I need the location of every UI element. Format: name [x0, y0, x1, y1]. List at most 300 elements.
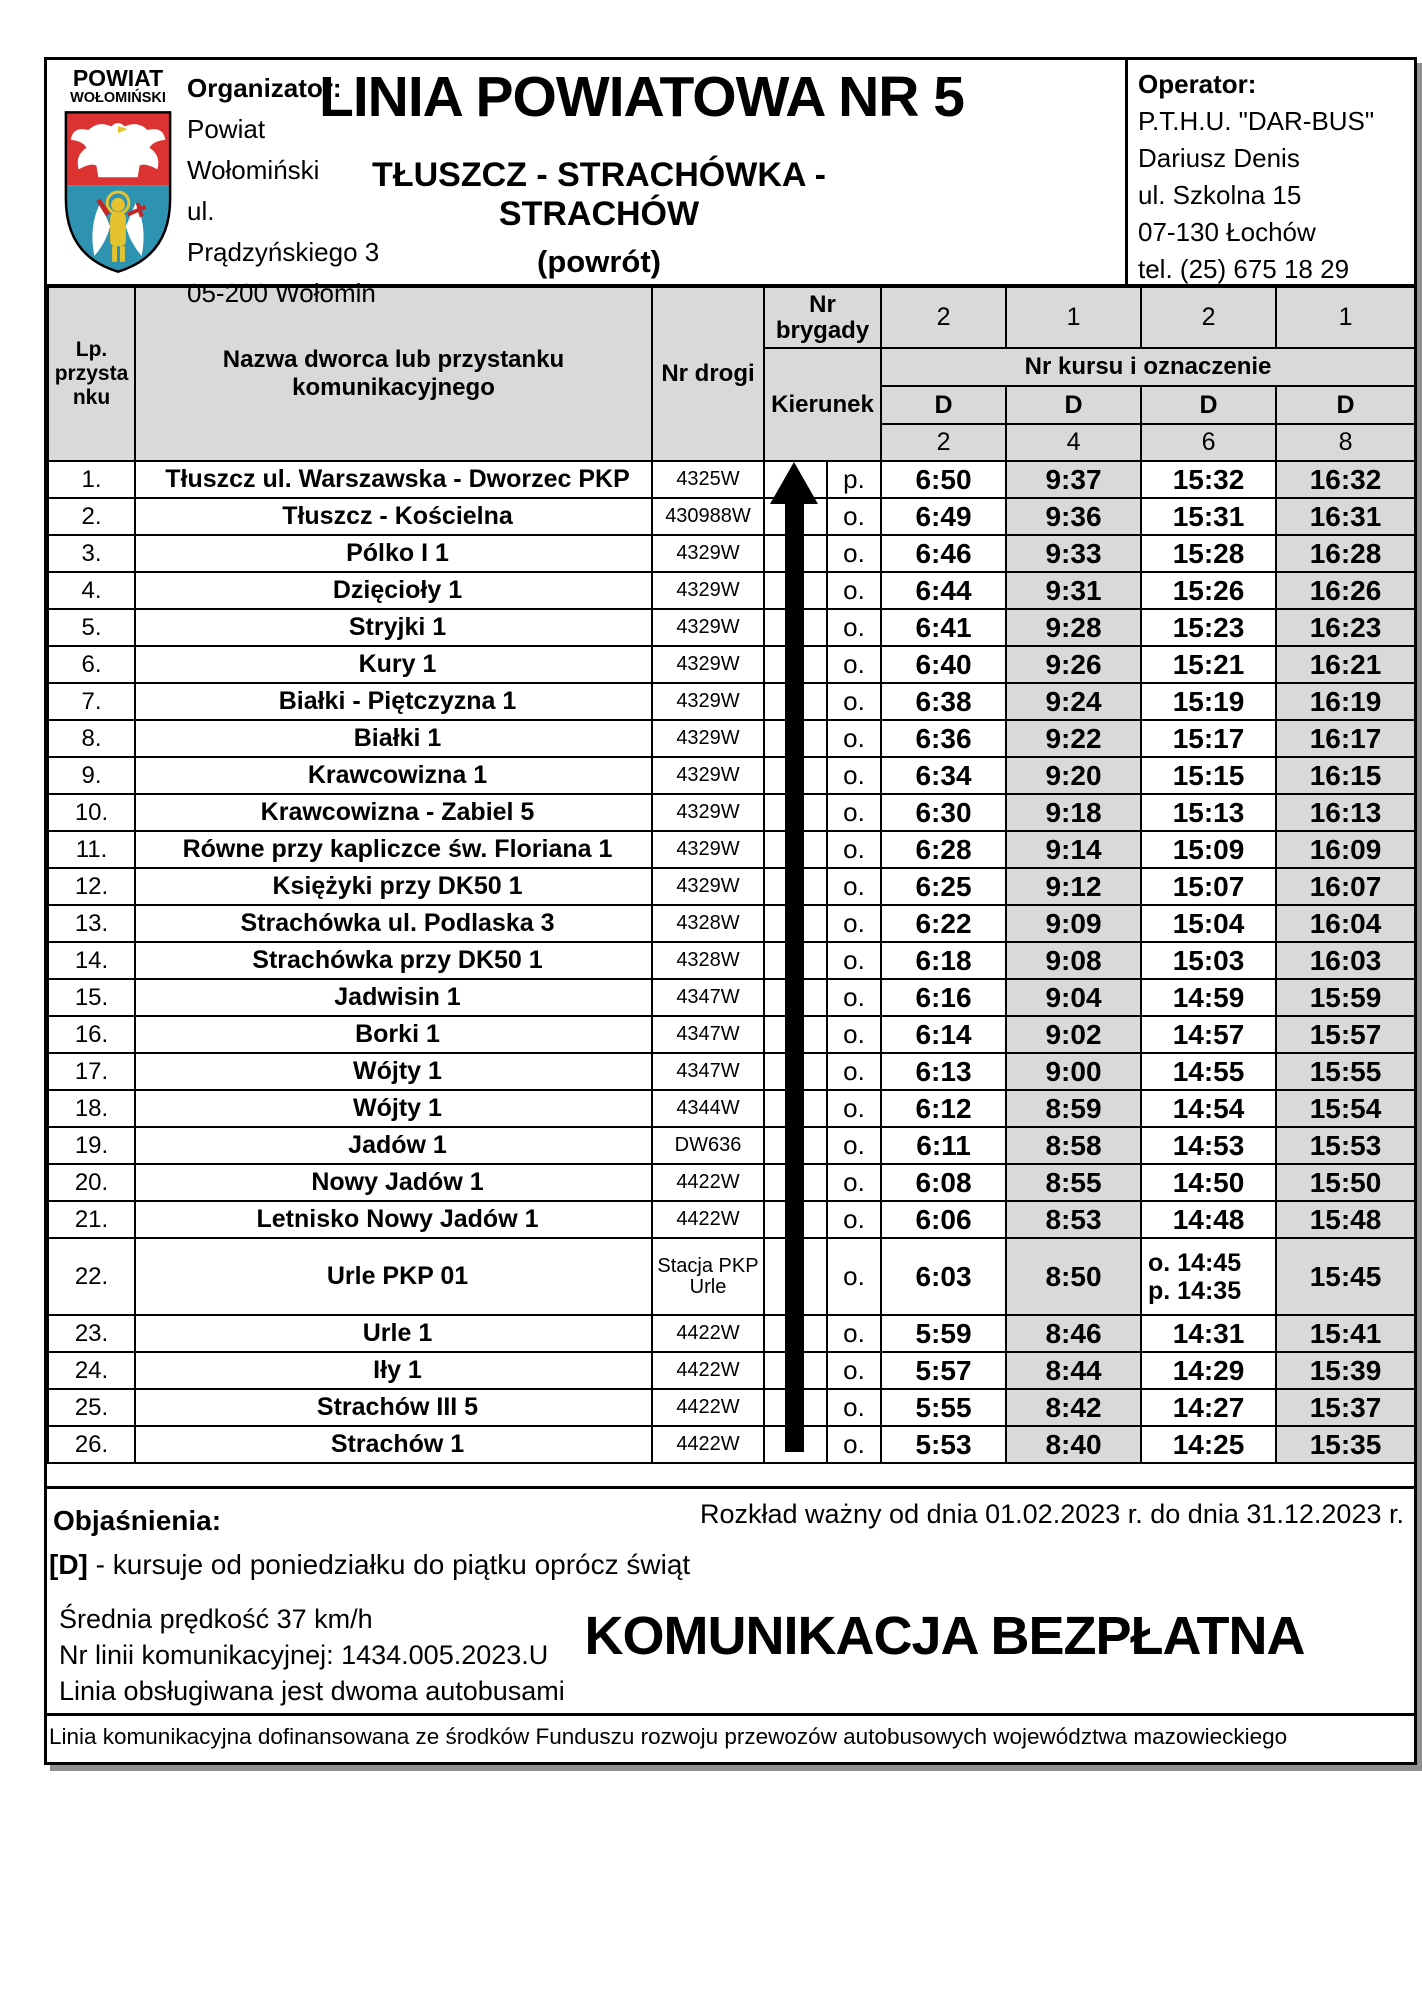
stop-number-cell: 8. — [48, 720, 135, 757]
direction-arrow-cell — [764, 720, 827, 757]
direction-cell: o. — [827, 535, 881, 572]
direction-arrow-cell — [764, 1090, 827, 1127]
time-cell: 15:09 — [1141, 831, 1276, 868]
stop-row — [48, 683, 1415, 720]
stop-name-cell: Tłuszcz ul. Warszawska - Dworzec PKP — [135, 461, 652, 498]
time-cell: 6:38 — [881, 683, 1006, 720]
direction-cell: o. — [827, 831, 881, 868]
direction-arrow-cell — [764, 535, 827, 572]
average-speed: Średnia prędkość 37 km/h — [59, 1604, 373, 1634]
direction-arrow-cell — [764, 572, 827, 609]
stop-name-cell: Jadwisin 1 — [135, 979, 652, 1016]
time-cell: 15:35 — [1276, 1426, 1415, 1463]
course-number: 4 — [1006, 424, 1141, 461]
time-cell: 9:20 — [1006, 757, 1141, 794]
time-cell: 6:36 — [881, 720, 1006, 757]
time-cell: 16:15 — [1276, 757, 1415, 794]
time-cell: 9:09 — [1006, 905, 1141, 942]
time-cell: 6:41 — [881, 609, 1006, 646]
direction-cell: o. — [827, 1389, 881, 1426]
timetable — [47, 286, 1416, 1464]
stop-name-cell: Borki 1 — [135, 1016, 652, 1053]
time-cell: 15:23 — [1141, 609, 1276, 646]
time-cell: 16:04 — [1276, 905, 1415, 942]
free-transport-note: KOMUNIKACJA BEZPŁATNA — [584, 1606, 1305, 1666]
time-cell: 6:06 — [881, 1201, 1006, 1238]
road-number-cell: 4329W — [652, 794, 764, 831]
stop-number-cell: 15. — [48, 979, 135, 1016]
stop-name-cell: Równe przy kapliczce św. Floriana 1 — [135, 831, 652, 868]
time-cell: 16:19 — [1276, 683, 1415, 720]
time-cell: 15:48 — [1276, 1201, 1415, 1238]
stop-row — [48, 609, 1415, 646]
time-cell: 6:18 — [881, 942, 1006, 979]
direction-cell: o. — [827, 646, 881, 683]
time-cell: 8:44 — [1006, 1352, 1141, 1389]
direction-cell: o. — [827, 1238, 881, 1315]
time-cell: 15:07 — [1141, 868, 1276, 905]
time-cell: 15:26 — [1141, 572, 1276, 609]
stop-row — [48, 1127, 1415, 1164]
time-cell: 9:14 — [1006, 831, 1141, 868]
direction-arrow-cell — [764, 1426, 827, 1463]
organizer-name: Powiat Wołomiński — [187, 114, 320, 185]
direction-arrow-cell — [764, 1053, 827, 1090]
stop-row — [48, 868, 1415, 905]
direction-cell: o. — [827, 942, 881, 979]
designation: D — [1276, 386, 1415, 424]
validity-note: Rozkład ważny od dnia 01.02.2023 r. do dnia 31.12.2023 r. — [699, 1499, 1404, 1529]
time-cell: 14:25 — [1141, 1426, 1276, 1463]
operator-name: P.T.H.U. "DAR-BUS" — [1138, 106, 1375, 136]
direction-arrow-cell — [764, 868, 827, 905]
time-cell: 14:50 — [1141, 1164, 1276, 1201]
brigade-number: 2 — [881, 287, 1006, 348]
coat-of-arms-icon — [59, 108, 177, 276]
spacer-band — [47, 1464, 1414, 1489]
stop-row — [48, 757, 1415, 794]
stop-number-cell: 12. — [48, 868, 135, 905]
d-symbol: [D] — [49, 1549, 88, 1580]
time-cell: 15:32 — [1141, 461, 1276, 498]
time-cell: 16:23 — [1276, 609, 1415, 646]
stop-name-cell: Pólko I 1 — [135, 535, 652, 572]
direction-arrow-cell — [764, 979, 827, 1016]
stop-name-cell: Tłuszcz - Kościelna — [135, 498, 652, 535]
operator-street: ul. Szkolna 15 — [1138, 180, 1302, 210]
time-cell: 16:26 — [1276, 572, 1415, 609]
time-cell: o. 14:45 p. 14:35 — [1141, 1238, 1276, 1315]
stop-number-cell: 4. — [48, 572, 135, 609]
stop-name-cell: Iły 1 — [135, 1352, 652, 1389]
header-stop-name: Nazwa dworca lub przystanku komunikacyjnego — [135, 287, 652, 461]
time-cell: 15:50 — [1276, 1164, 1415, 1201]
stop-number-cell: 5. — [48, 609, 135, 646]
direction-cell: o. — [827, 609, 881, 646]
time-cell: 9:18 — [1006, 794, 1141, 831]
time-cell: 6:16 — [881, 979, 1006, 1016]
time-cell: 6:30 — [881, 794, 1006, 831]
stop-name-cell: Krawcowizna - Zabiel 5 — [135, 794, 652, 831]
direction-arrow-cell — [764, 1127, 827, 1164]
title-block — [319, 64, 1119, 280]
time-cell: 16:17 — [1276, 720, 1415, 757]
time-cell: 16:13 — [1276, 794, 1415, 831]
time-cell: 9:33 — [1006, 535, 1141, 572]
stop-row — [48, 979, 1415, 1016]
stop-row — [48, 1426, 1415, 1463]
time-cell: 6:03 — [881, 1238, 1006, 1315]
direction-cell: o. — [827, 905, 881, 942]
direction-cell: o. — [827, 1016, 881, 1053]
road-number-cell: 4328W — [652, 905, 764, 942]
direction-cell: o. — [827, 1201, 881, 1238]
direction-arrow-cell — [764, 498, 827, 535]
time-cell: 6:25 — [881, 868, 1006, 905]
stop-name-cell: Stryjki 1 — [135, 609, 652, 646]
time-cell: 8:58 — [1006, 1127, 1141, 1164]
operator-person: Dariusz Denis — [1138, 143, 1300, 173]
road-number-cell: 4329W — [652, 868, 764, 905]
stop-name-cell: Krawcowizna 1 — [135, 757, 652, 794]
header-road-number: Nr drogi — [652, 287, 764, 461]
road-number-cell: 4347W — [652, 1016, 764, 1053]
stop-name-cell: Jadów 1 — [135, 1127, 652, 1164]
stop-row — [48, 720, 1415, 757]
time-cell: 15:59 — [1276, 979, 1415, 1016]
time-cell: 8:50 — [1006, 1238, 1141, 1315]
operator-label: Operator: — [1138, 69, 1257, 99]
course-number: 6 — [1141, 424, 1276, 461]
timetable-page — [44, 57, 1417, 1765]
time-cell: 15:41 — [1276, 1315, 1415, 1352]
stop-name-cell: Strachówka przy DK50 1 — [135, 942, 652, 979]
direction-arrow-cell — [764, 1016, 827, 1053]
stop-number-cell: 14. — [48, 942, 135, 979]
stop-number-cell: 21. — [48, 1201, 135, 1238]
time-cell: 9:04 — [1006, 979, 1141, 1016]
direction-cell: o. — [827, 1426, 881, 1463]
direction-arrow-cell — [764, 1201, 827, 1238]
stop-name-cell: Strachów III 5 — [135, 1389, 652, 1426]
time-cell: 9:31 — [1006, 572, 1141, 609]
stop-row — [48, 1201, 1415, 1238]
designation: D — [881, 386, 1006, 424]
time-cell: 6:22 — [881, 905, 1006, 942]
time-cell: 5:57 — [881, 1352, 1006, 1389]
direction-arrow-cell — [764, 646, 827, 683]
time-cell: 8:55 — [1006, 1164, 1141, 1201]
brigade-number: 1 — [1276, 287, 1415, 348]
stop-number-cell: 19. — [48, 1127, 135, 1164]
operator-block — [1125, 60, 1414, 284]
road-number-cell: 430988W — [652, 498, 764, 535]
time-cell: 16:07 — [1276, 868, 1415, 905]
time-cell: 6:40 — [881, 646, 1006, 683]
time-cell: 9:26 — [1006, 646, 1141, 683]
time-cell: 8:53 — [1006, 1201, 1141, 1238]
time-cell: 9:22 — [1006, 720, 1141, 757]
operator-phone: tel. (25) 675 18 29 — [1138, 254, 1350, 284]
road-number-cell: 4325W — [652, 461, 764, 498]
road-number-cell: 4329W — [652, 609, 764, 646]
organizer-city: 05-200 Wołomin — [187, 278, 376, 308]
time-cell: 5:55 — [881, 1389, 1006, 1426]
stop-number-cell: 11. — [48, 831, 135, 868]
time-cell: 9:28 — [1006, 609, 1141, 646]
direction-cell: o. — [827, 757, 881, 794]
stop-name-cell: Białki 1 — [135, 720, 652, 757]
time-cell: 8:42 — [1006, 1389, 1141, 1426]
time-cell: 15:21 — [1141, 646, 1276, 683]
header-direction: Kierunek — [764, 348, 881, 461]
time-cell: 6:49 — [881, 498, 1006, 535]
stop-number-cell: 1. — [48, 461, 135, 498]
road-number-cell: DW636 — [652, 1127, 764, 1164]
time-cell: 14:31 — [1141, 1315, 1276, 1352]
direction-cell: o. — [827, 720, 881, 757]
time-cell: 15:37 — [1276, 1389, 1415, 1426]
direction-arrow-cell — [764, 683, 827, 720]
stop-number-cell: 16. — [48, 1016, 135, 1053]
stop-name-cell: Kury 1 — [135, 646, 652, 683]
time-cell: 15:28 — [1141, 535, 1276, 572]
time-cell: 5:59 — [881, 1315, 1006, 1352]
time-cell: 6:46 — [881, 535, 1006, 572]
stop-number-cell: 18. — [48, 1090, 135, 1127]
stop-row — [48, 461, 1415, 498]
road-number-cell: 4329W — [652, 831, 764, 868]
road-number-cell: 4347W — [652, 979, 764, 1016]
time-cell: 15:55 — [1276, 1053, 1415, 1090]
stop-row — [48, 831, 1415, 868]
stop-number-cell: 3. — [48, 535, 135, 572]
stop-number-cell: 24. — [48, 1352, 135, 1389]
route-title: TŁUSZCZ - STRACHÓWKA - STRACHÓW — [372, 156, 826, 233]
stop-number-cell: 17. — [48, 1053, 135, 1090]
stop-row — [48, 1238, 1415, 1315]
road-number-cell: 4344W — [652, 1090, 764, 1127]
direction-arrow-cell — [764, 609, 827, 646]
stop-row — [48, 572, 1415, 609]
stop-row — [48, 1053, 1415, 1090]
time-cell: 9:12 — [1006, 868, 1141, 905]
stop-name-cell: Księżyki przy DK50 1 — [135, 868, 652, 905]
road-number-cell: 4422W — [652, 1164, 764, 1201]
stop-number-cell: 13. — [48, 905, 135, 942]
county-crest — [53, 66, 183, 281]
direction-title: (powrót) — [537, 244, 661, 279]
buses-note: Linia obsługiwana jest dwoma autobusami — [59, 1676, 565, 1706]
header-stop-number: Lp. przystanku — [48, 287, 135, 461]
stop-name-cell: Urle PKP 01 — [135, 1238, 652, 1315]
time-cell: 16:09 — [1276, 831, 1415, 868]
stop-name-cell: Strachówka ul. Podlaska 3 — [135, 905, 652, 942]
stop-row — [48, 1016, 1415, 1053]
stop-number-cell: 6. — [48, 646, 135, 683]
time-cell: 6:44 — [881, 572, 1006, 609]
road-number-cell: 4422W — [652, 1352, 764, 1389]
time-cell: 14:55 — [1141, 1053, 1276, 1090]
direction-cell: o. — [827, 1053, 881, 1090]
organizer-label: Organizator: — [187, 73, 342, 103]
time-cell: 6:11 — [881, 1127, 1006, 1164]
d-explanation — [49, 1549, 690, 1581]
time-cell: 8:46 — [1006, 1315, 1141, 1352]
time-cell: 6:14 — [881, 1016, 1006, 1053]
time-cell: 9:37 — [1006, 461, 1141, 498]
time-cell: 9:08 — [1006, 942, 1141, 979]
direction-cell: o. — [827, 1127, 881, 1164]
time-cell: 16:32 — [1276, 461, 1415, 498]
time-cell: 15:54 — [1276, 1090, 1415, 1127]
stop-row — [48, 535, 1415, 572]
time-cell: 9:02 — [1006, 1016, 1141, 1053]
stop-name-cell: Białki - Piętczyzna 1 — [135, 683, 652, 720]
time-cell: 16:31 — [1276, 498, 1415, 535]
stop-name-cell: Letnisko Nowy Jadów 1 — [135, 1201, 652, 1238]
time-cell: 9:36 — [1006, 498, 1141, 535]
time-cell: 14:29 — [1141, 1352, 1276, 1389]
direction-arrow-cell — [764, 831, 827, 868]
road-number-cell: 4329W — [652, 572, 764, 609]
time-cell: 15:45 — [1276, 1238, 1415, 1315]
road-number-cell: 4422W — [652, 1389, 764, 1426]
time-cell: 14:27 — [1141, 1389, 1276, 1426]
time-cell: 8:59 — [1006, 1090, 1141, 1127]
line-title: LINIA POWIATOWA NR 5 — [319, 65, 964, 129]
stop-name-cell: Wójty 1 — [135, 1090, 652, 1127]
road-number-cell: 4329W — [652, 683, 764, 720]
time-cell: 15:17 — [1141, 720, 1276, 757]
stop-name-cell: Dzięcioły 1 — [135, 572, 652, 609]
timetable-body — [48, 461, 1415, 1463]
road-number-cell: 4347W — [652, 1053, 764, 1090]
direction-cell: o. — [827, 1090, 881, 1127]
road-number-cell: 4329W — [652, 757, 764, 794]
designation: D — [1141, 386, 1276, 424]
road-number-cell: 4329W — [652, 646, 764, 683]
stop-row — [48, 794, 1415, 831]
road-number-cell: Stacja PKP Urle — [652, 1238, 764, 1315]
time-cell: 15:39 — [1276, 1352, 1415, 1389]
direction-arrow-cell — [764, 1164, 827, 1201]
direction-arrow-cell — [764, 757, 827, 794]
header-course: Nr kursu i oznaczenie — [881, 348, 1415, 386]
time-cell: 15:15 — [1141, 757, 1276, 794]
stop-name-cell: Strachów 1 — [135, 1426, 652, 1463]
stop-row — [48, 1352, 1415, 1389]
time-cell: 14:59 — [1141, 979, 1276, 1016]
time-cell: 6:12 — [881, 1090, 1006, 1127]
explanations-label: Objaśnienia: — [53, 1505, 222, 1536]
time-cell: 15:31 — [1141, 498, 1276, 535]
stop-number-cell: 26. — [48, 1426, 135, 1463]
designation: D — [1006, 386, 1141, 424]
operator-city: 07-130 Łochów — [1138, 217, 1316, 247]
time-cell: 16:21 — [1276, 646, 1415, 683]
direction-cell: o. — [827, 979, 881, 1016]
time-cell: 6:50 — [881, 461, 1006, 498]
stop-row — [48, 942, 1415, 979]
direction-arrow-cell — [764, 942, 827, 979]
direction-cell: o. — [827, 498, 881, 535]
time-cell: 9:24 — [1006, 683, 1141, 720]
direction-cell: o. — [827, 868, 881, 905]
direction-arrow-cell — [764, 1238, 827, 1315]
direction-cell: o. — [827, 1315, 881, 1352]
stop-row — [48, 498, 1415, 535]
time-cell: 15:57 — [1276, 1016, 1415, 1053]
time-cell: 15:19 — [1141, 683, 1276, 720]
stop-number-cell: 10. — [48, 794, 135, 831]
direction-cell: o. — [827, 1352, 881, 1389]
crest-title: POWIAT — [72, 65, 164, 91]
stop-row — [48, 646, 1415, 683]
stop-number-cell: 25. — [48, 1389, 135, 1426]
road-number-cell: 4422W — [652, 1426, 764, 1463]
d-text: - kursuje od poniedziałku do piątku oprócz świąt — [87, 1549, 691, 1580]
stop-number-cell: 20. — [48, 1164, 135, 1201]
stop-number-cell: 22. — [48, 1238, 135, 1315]
direction-cell: o. — [827, 794, 881, 831]
time-cell: 14:53 — [1141, 1127, 1276, 1164]
course-number: 2 — [881, 424, 1006, 461]
time-cell: 14:57 — [1141, 1016, 1276, 1053]
header-brigade: Nr brygady — [764, 287, 881, 348]
direction-arrow-cell — [764, 794, 827, 831]
direction-arrow-cell — [764, 1389, 827, 1426]
stop-row — [48, 1090, 1415, 1127]
document-header — [47, 60, 1414, 308]
time-cell: 15:04 — [1141, 905, 1276, 942]
crest-subtitle: WOŁOMIŃSKI — [70, 90, 166, 106]
stop-number-cell: 9. — [48, 757, 135, 794]
time-cell: 14:54 — [1141, 1090, 1276, 1127]
direction-cell: p. — [827, 461, 881, 498]
time-cell: 8:40 — [1006, 1426, 1141, 1463]
direction-cell: o. — [827, 683, 881, 720]
brigade-number: 2 — [1141, 287, 1276, 348]
course-number: 8 — [1276, 424, 1415, 461]
time-cell: 6:28 — [881, 831, 1006, 868]
road-number-cell: 4329W — [652, 720, 764, 757]
direction-arrow-cell — [764, 1315, 827, 1352]
stop-name-cell: Wójty 1 — [135, 1053, 652, 1090]
line-number: Nr linii komunikacyjnej: 1434.005.2023.U — [59, 1640, 549, 1670]
stop-name-cell: Urle 1 — [135, 1315, 652, 1352]
time-cell: 14:48 — [1141, 1201, 1276, 1238]
road-number-cell: 4328W — [652, 942, 764, 979]
time-cell: 5:53 — [881, 1426, 1006, 1463]
explanations-section — [47, 1489, 1414, 1713]
funding-note: Linia komunikacyjna dofinansowana ze środków Funduszu rozwoju przewozów autobusowych województwa mazowieckiego — [47, 1713, 1414, 1762]
time-cell: 6:34 — [881, 757, 1006, 794]
direction-arrow-cell — [764, 905, 827, 942]
stop-name-cell: Nowy Jadów 1 — [135, 1164, 652, 1201]
stop-row — [48, 1164, 1415, 1201]
brigade-number: 1 — [1006, 287, 1141, 348]
stop-number-cell: 7. — [48, 683, 135, 720]
time-cell: 9:00 — [1006, 1053, 1141, 1090]
stop-number-cell: 23. — [48, 1315, 135, 1352]
stop-row — [48, 905, 1415, 942]
time-cell: 15:53 — [1276, 1127, 1415, 1164]
time-cell: 16:03 — [1276, 942, 1415, 979]
stop-row — [48, 1315, 1415, 1352]
direction-arrow-cell — [764, 461, 827, 498]
time-cell: 6:08 — [881, 1164, 1006, 1201]
